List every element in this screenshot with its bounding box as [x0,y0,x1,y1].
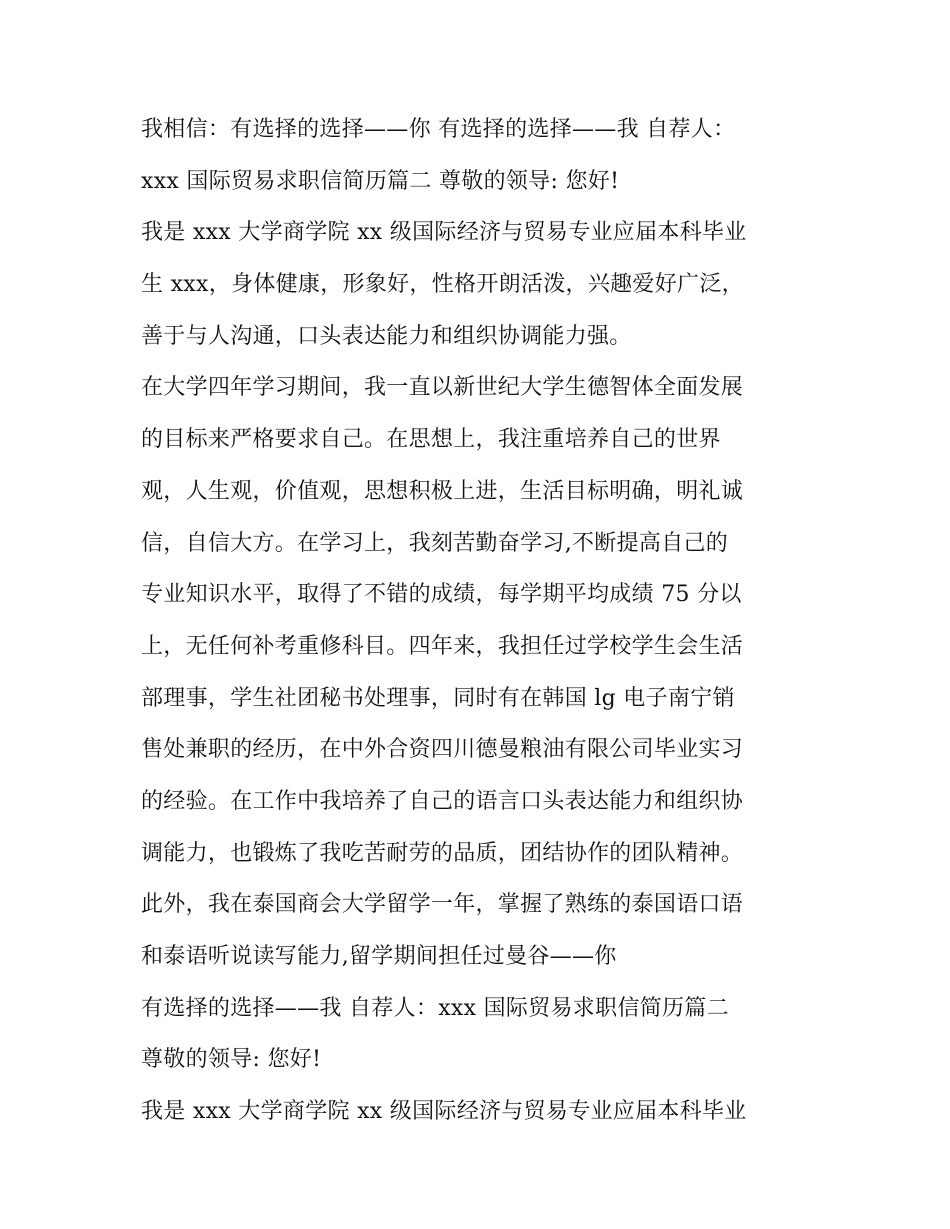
text-line: 我是 xxx 大学商学院 xx 级国际经济与贸易专业应届本科毕业 [141,220,747,246]
document-body [141,104,831,1138]
text-line: 上，无任何补考重修科目。四年来，我担任过学校学生会生活 [141,633,744,659]
text-line: 专业知识水平，取得了不错的成绩，每学期平均成绩 75 分以 [141,582,742,608]
text-line: 在大学四年学习期间，我一直以新世纪大学生德智体全面发展 [141,375,744,401]
text-line: 的目标来严格要求自己。在思想上，我注重培养自己的世界 [141,427,721,453]
text-line: xxx 国际贸易求职信简历篇二 尊敬的领导: 您好! [141,168,620,194]
text-line: 和泰语听说读写能力,留学期间担任过曼谷——你 [141,944,617,969]
text-line: 信，自信大方。在学习上，我刻苦勤奋学习,不断提高自己的 [141,530,729,556]
text-line: 部理事，学生社团秘书处理事，同时有在韩国 lg 电子南宁销 [141,685,735,711]
text-line: 调能力，也锻炼了我吃苦耐劳的品质，团结协作的团队精神。 [141,840,744,866]
text-line: 有选择的选择——我 自荐人：xxx 国际贸易求职信简历篇二 [141,995,729,1021]
text-line: 善于与人沟通，口头表达能力和组织协调能力强。 [141,323,632,349]
text-line: 我相信：有选择的选择——你 有选择的选择——我 自荐人： [141,117,736,142]
text-line: 此外，我在泰国商会大学留学一年，掌握了熟练的泰国语口语 [141,892,744,918]
text-line: 尊敬的领导: 您好! [141,1047,322,1073]
text-line: 生 xxx，身体健康，形象好，性格开朗活泼，兴趣爱好广泛， [141,272,744,298]
text-line: 售处兼职的经历，在中外合资四川德曼粮油有限公司毕业实习 [141,737,744,763]
text-line: 我是 xxx 大学商学院 xx 级国际经济与贸易专业应届本科毕业 [141,1099,747,1125]
text-line: 的经验。在工作中我培养了自己的语言口头表达能力和组织协 [141,788,744,814]
text-line: 观，人生观，价值观，思想积极上进，生活目标明确，明礼诚 [141,478,744,504]
